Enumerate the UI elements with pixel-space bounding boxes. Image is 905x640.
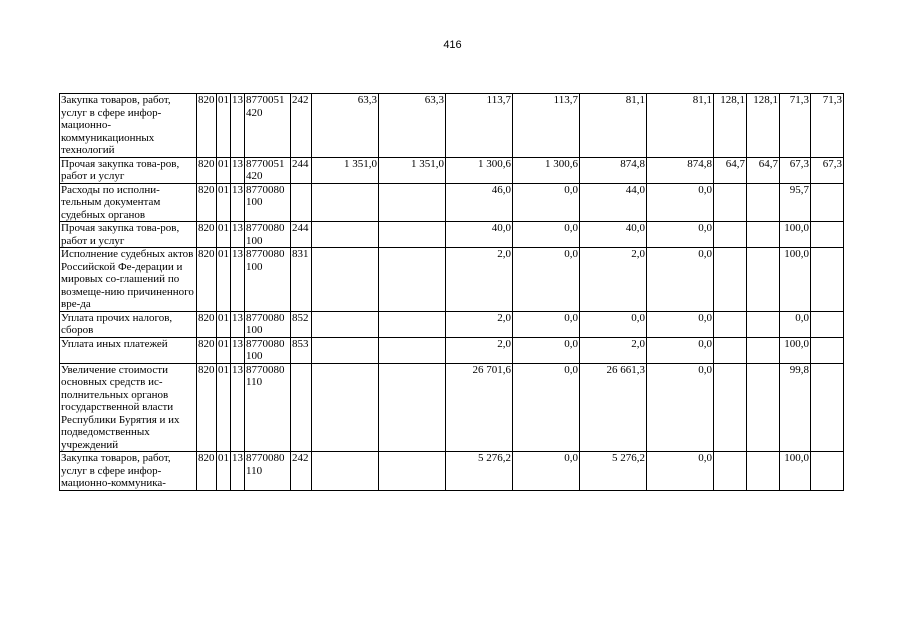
expense-type-code [291,183,312,222]
percent-1 [714,183,747,222]
row-name: Закупка товаров, работ, услуг в сфере инфор-мационно-коммуникационных технологий [60,94,197,158]
value-3: 5 276,2 [446,452,513,491]
expense-type-code: 244 [291,157,312,183]
target-article-code: 8770080100 [245,337,291,363]
value-2 [379,183,446,222]
percent-2: 64,7 [747,157,780,183]
section-code: 01 [217,248,231,312]
section-code: 01 [217,452,231,491]
value-6: 0,0 [647,452,714,491]
percent-1: 128,1 [714,94,747,158]
subsection-code: 13 [231,157,245,183]
subsection-code: 13 [231,94,245,158]
percent-2 [747,452,780,491]
value-5: 2,0 [580,337,647,363]
row-name: Прочая закупка това-ров, работ и услуг [60,157,197,183]
ministry-code: 820 [197,248,217,312]
value-2 [379,363,446,452]
value-4: 113,7 [513,94,580,158]
value-1 [312,452,379,491]
value-5: 44,0 [580,183,647,222]
value-5: 40,0 [580,222,647,248]
percent-1 [714,452,747,491]
value-4: 1 300,6 [513,157,580,183]
percent-2 [747,311,780,337]
value-5: 5 276,2 [580,452,647,491]
value-1 [312,311,379,337]
percent-1 [714,248,747,312]
value-3: 40,0 [446,222,513,248]
table-row [60,363,844,452]
expense-type-code: 853 [291,337,312,363]
percent-4: 67,3 [811,157,844,183]
percent-2: 128,1 [747,94,780,158]
value-4: 0,0 [513,452,580,491]
value-1: 63,3 [312,94,379,158]
value-5: 0,0 [580,311,647,337]
expense-type-code: 242 [291,94,312,158]
target-article-code: 8770080100 [245,183,291,222]
row-name: Исполнение судебных актов Российской Фе-дерации и мировых со-глашений по возмеще-нию причиненного вре-да [60,248,197,312]
value-5: 2,0 [580,248,647,312]
value-1: 1 351,0 [312,157,379,183]
percent-3: 99,8 [780,363,811,452]
value-4: 0,0 [513,183,580,222]
percent-1: 64,7 [714,157,747,183]
row-name: Уплата прочих налогов, сборов [60,311,197,337]
section-code: 01 [217,363,231,452]
table-row [60,248,844,312]
page-number: 416 [443,39,462,51]
value-4: 0,0 [513,311,580,337]
value-3: 1 300,6 [446,157,513,183]
row-name: Расходы по исполни-тельным документам судебных органов [60,183,197,222]
value-4: 0,0 [513,222,580,248]
percent-3: 100,0 [780,222,811,248]
value-4: 0,0 [513,363,580,452]
row-name: Прочая закупка това-ров, работ и услуг [60,222,197,248]
value-2: 1 351,0 [379,157,446,183]
value-5: 26 661,3 [580,363,647,452]
target-article-code: 8770080110 [245,452,291,491]
value-2 [379,337,446,363]
value-3: 26 701,6 [446,363,513,452]
value-6: 0,0 [647,183,714,222]
value-4: 0,0 [513,248,580,312]
ministry-code: 820 [197,183,217,222]
percent-1 [714,222,747,248]
ministry-code: 820 [197,157,217,183]
target-article-code: 8770080110 [245,363,291,452]
expense-type-code: 244 [291,222,312,248]
value-2: 63,3 [379,94,446,158]
percent-3: 100,0 [780,248,811,312]
subsection-code: 13 [231,363,245,452]
value-5: 81,1 [580,94,647,158]
percent-4: 71,3 [811,94,844,158]
percent-1 [714,311,747,337]
percent-4 [811,337,844,363]
percent-3: 100,0 [780,452,811,491]
percent-1 [714,363,747,452]
table-row [60,337,844,363]
subsection-code: 13 [231,248,245,312]
value-3: 2,0 [446,248,513,312]
percent-3: 100,0 [780,337,811,363]
value-6: 81,1 [647,94,714,158]
percent-4 [811,452,844,491]
subsection-code: 13 [231,222,245,248]
value-2 [379,452,446,491]
table-row [60,222,844,248]
subsection-code: 13 [231,183,245,222]
percent-3: 0,0 [780,311,811,337]
percent-3: 95,7 [780,183,811,222]
value-6: 874,8 [647,157,714,183]
table-row [60,183,844,222]
expense-type-code: 242 [291,452,312,491]
target-article-code: 8770080100 [245,311,291,337]
value-6: 0,0 [647,222,714,248]
budget-table [59,93,844,491]
value-3: 2,0 [446,337,513,363]
percent-4 [811,183,844,222]
value-2 [379,222,446,248]
row-name: Закупка товаров, работ, услуг в сфере инфор-мационно-коммуника- [60,452,197,491]
table-row [60,94,844,158]
percent-4 [811,222,844,248]
value-2 [379,311,446,337]
percent-3: 71,3 [780,94,811,158]
value-1 [312,222,379,248]
ministry-code: 820 [197,337,217,363]
ministry-code: 820 [197,452,217,491]
value-1 [312,183,379,222]
table-row [60,157,844,183]
ministry-code: 820 [197,222,217,248]
percent-2 [747,222,780,248]
table-row [60,311,844,337]
value-6: 0,0 [647,311,714,337]
row-name: Увеличение стоимости основных средств ис-полнительных органов государственной власти Республики Бурятия и их подведомственных учреждений [60,363,197,452]
ministry-code: 820 [197,94,217,158]
target-article-code: 8770051420 [245,94,291,158]
percent-2 [747,248,780,312]
target-article-code: 8770080100 [245,248,291,312]
percent-2 [747,183,780,222]
expense-type-code: 831 [291,248,312,312]
value-4: 0,0 [513,337,580,363]
percent-2 [747,337,780,363]
section-code: 01 [217,183,231,222]
value-1 [312,337,379,363]
target-article-code: 8770051420 [245,157,291,183]
value-3: 46,0 [446,183,513,222]
percent-4 [811,311,844,337]
row-name: Уплата иных платежей [60,337,197,363]
value-3: 113,7 [446,94,513,158]
value-6: 0,0 [647,337,714,363]
value-5: 874,8 [580,157,647,183]
percent-2 [747,363,780,452]
section-code: 01 [217,222,231,248]
section-code: 01 [217,311,231,337]
subsection-code: 13 [231,311,245,337]
ministry-code: 820 [197,311,217,337]
ministry-code: 820 [197,363,217,452]
section-code: 01 [217,94,231,158]
subsection-code: 13 [231,337,245,363]
percent-4 [811,248,844,312]
value-6: 0,0 [647,248,714,312]
expense-type-code: 852 [291,311,312,337]
value-1 [312,363,379,452]
section-code: 01 [217,337,231,363]
table-row [60,452,844,491]
subsection-code: 13 [231,452,245,491]
value-6: 0,0 [647,363,714,452]
value-1 [312,248,379,312]
percent-4 [811,363,844,452]
value-2 [379,248,446,312]
target-article-code: 8770080100 [245,222,291,248]
expense-type-code [291,363,312,452]
value-3: 2,0 [446,311,513,337]
percent-3: 67,3 [780,157,811,183]
section-code: 01 [217,157,231,183]
percent-1 [714,337,747,363]
